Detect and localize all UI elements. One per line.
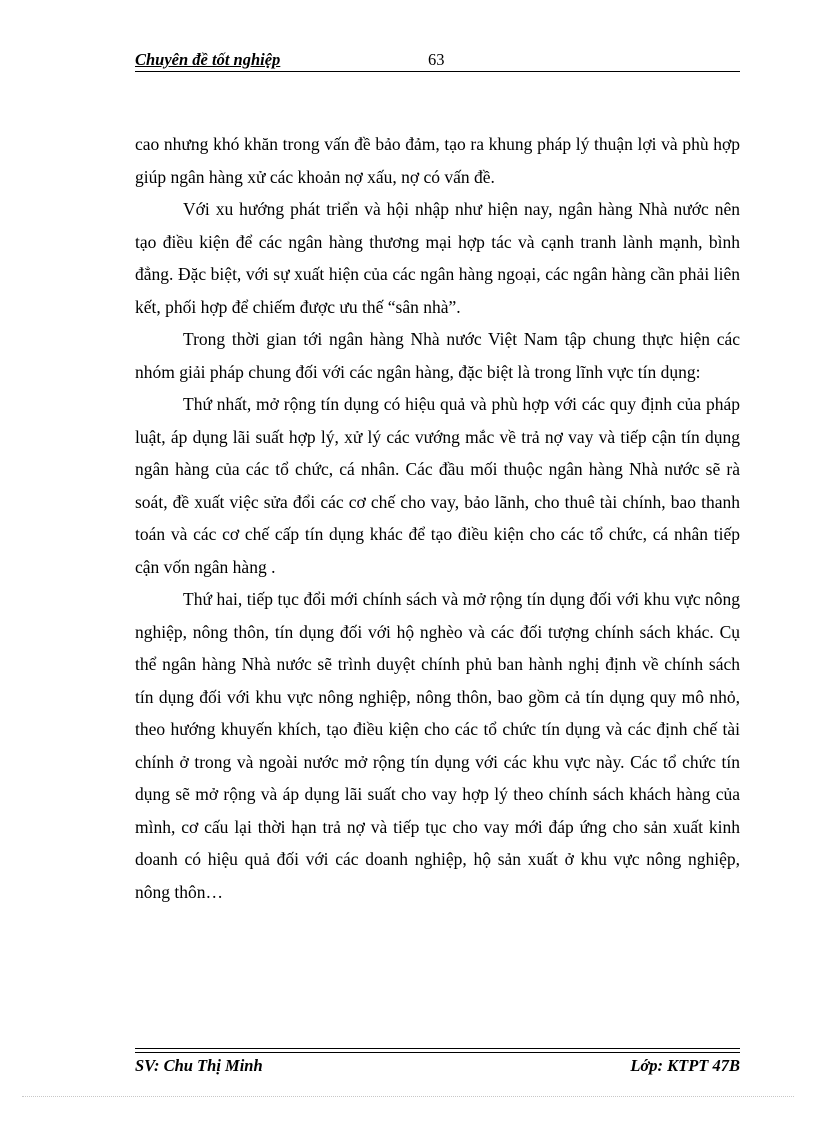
footer-class: Lớp: KTPT 47B — [630, 1056, 740, 1075]
paragraph-integration: Với xu hướng phát triển và hội nhập như hiện nay, ngân hàng Nhà nước nên tạo điều kiện để các ngân hàng thương mại hợp tác và cạnh tranh lành mạnh, bình đẳng. Đặc biệt, với sự xuất hiện của các ngân hàng ngoại, các ngân hàng cần phải liên kết, phối hợp để chiếm được ưu thế “sân nhà”. — [135, 199, 740, 317]
footer-rule-top — [135, 1048, 740, 1049]
paragraph-first-solution: Thứ nhất, mở rộng tín dụng có hiệu quả và phù hợp với các quy định của pháp luật, áp dụng lãi suất hợp lý, xử lý các vướng mắc về trả nợ vay và tiếp cận tín dụng ngân hàng của các tổ chức, cá nhân. Các đầu mối thuộc ngân hàng Nhà nước sẽ rà soát, đề xuất việc sửa đổi các cơ chế cho vay, bảo lãnh, cho thuê tài chính, bao thanh toán và các cơ chế cấp tín dụng khác để tạo điều kiện cho các tổ chức, cá nhân tiếp cận vốn ngân hàng . — [135, 394, 740, 577]
footer-student: SV: Chu Thị Minh — [135, 1056, 263, 1075]
page-number: 63 — [428, 50, 445, 69]
header-rule — [135, 71, 740, 72]
footer-rule-bottom — [135, 1052, 740, 1053]
paragraph-continuation: cao nhưng khó khăn trong vấn đề bảo đảm, tạo ra khung pháp lý thuận lợi và phù hợp giúp ngân hàng xử các khoản nợ xấu, nợ có vấn đề. — [135, 134, 740, 187]
page-edge-divider — [22, 1096, 794, 1097]
paragraph-second-solution: Thứ hai, tiếp tục đổi mới chính sách và mở rộng tín dụng đối với khu vực nông nghiệp, nông thôn, tín dụng đối với hộ nghèo và các đối tượng chính sách khác. Cụ thể ngân hàng Nhà nước sẽ trình duyệt chính phủ ban hành nghị định về chính sách tín dụng đối với khu vực nông nghiệp, nông thôn, bao gồm cả tín dụng quy mô nhỏ, theo hướng khuyến khích, tạo điều kiện cho các tổ chức tín dụng và các định chế tài chính ở trong và ngoài nước mở rộng tín dụng với các khu vực này. Các tổ chức tín dụng sẽ mở rộng và áp dụng lãi suất cho vay hợp lý theo chính sách khách hàng của mình, cơ cấu lại thời hạn trả nợ và tiếp tục cho vay mới đáp ứng cho sản xuất kinh doanh có hiệu quả đối với các doanh nghiệp, hộ sản xuất ở khu vực nông nghiệp, nông thôn… — [135, 589, 740, 902]
header-title: Chuyên đề tốt nghiệp — [135, 50, 281, 69]
body-text — [135, 128, 740, 908]
page-header — [135, 48, 740, 72]
paragraph-solutions-intro: Trong thời gian tới ngân hàng Nhà nước Việt Nam tập chung thực hiện các nhóm giải pháp chung đối với các ngân hàng, đặc biệt là trong lĩnh vực tín dụng: — [135, 329, 740, 382]
